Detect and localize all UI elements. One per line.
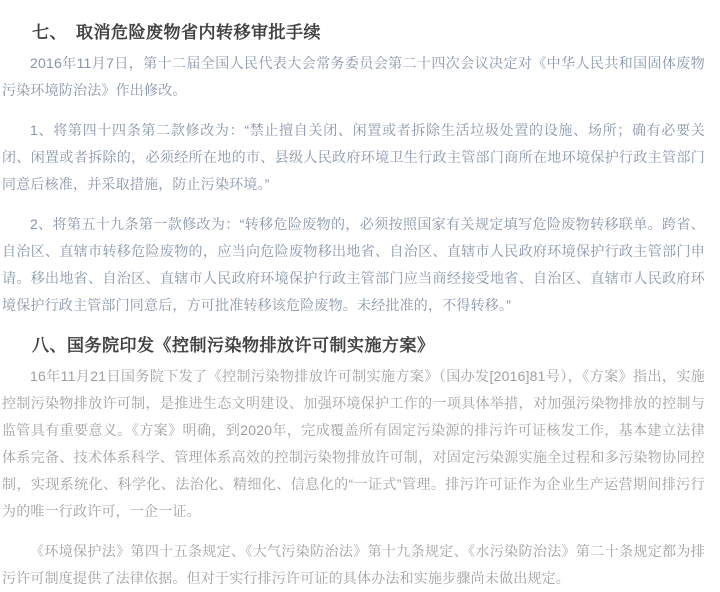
section-8-heading: 八、国务院印发《控制污染物排放许可制实施方案》 bbox=[32, 336, 435, 355]
section-7-heading: 七、 取消危险废物省内转移审批手续 bbox=[32, 23, 321, 42]
section-7-paragraph-amendment-1: 1、将第四十四条第二款修改为：“禁止擅自关闭、闲置或者拆除生活垃圾处置的设施、场所；确有必要关闭、闲置或者拆除的，必须经所在地的市、县级人民政府环境卫生行政主管部门商所在地环境保护行政主管部门同意后核准，并采取措施，防止污染环境。” bbox=[2, 122, 705, 192]
section-8-paragraph-plan: 16年11月21日国务院下发了《控制污染物排放许可制实施方案》（国办发[2016]81号），《方案》指出，实施控制污染物排放许可制，是推进生态文明建设、加强环境保护工作的一项具体举措，对加强污染物排放的控制与监管具有重要意义。《方案》明确，到2020年，完成覆盖所有固定污染源的排污许可证核发工作，基本建立法律体系完备、技术体系科学、管理体系高效的控制污染物排放许可制，对固定污染源实施全过程和多污染物协同控制，实现系统化、科学化、法治化、精细化、信息化的“一证式”管理。排污许可证作为企业生产运营期间排污行为的唯一行政许可，一企一证。 bbox=[2, 368, 705, 519]
section-7-paragraph-amendment-2: 2、将第五十九条第一款修改为：“转移危险废物的，必须按照国家有关规定填写危险废物转移联单。跨省、自治区、直辖市转移危险废物的，应当向危险废物移出地省、自治区、直辖市人民政府环境保护行政主管部门申请。移出地省、自治区、直辖市人民政府环境保护行政主管部门应当商经接受地省、自治区、直辖市人民政府环境保护行政主管部门同意后，方可批准转移该危险废物。未经批准的，不得转移。” bbox=[2, 216, 705, 313]
section-7-paragraph-intro: 2016年11月7日，第十二届全国人民代表大会常务委员会第二十四次会议决定对《中华人民共和国固体废物污染环境防治法》作出修改。 bbox=[2, 55, 705, 98]
section-8-paragraph-legal-basis: 《环境保护法》第四十五条规定、《大气污染防治法》第十九条规定、《水污染防治法》第二十条规定都为排污许可制度提供了法律依据。但对于实行排污许可证的具体办法和实施步骤尚未做出规定。 bbox=[2, 543, 705, 586]
